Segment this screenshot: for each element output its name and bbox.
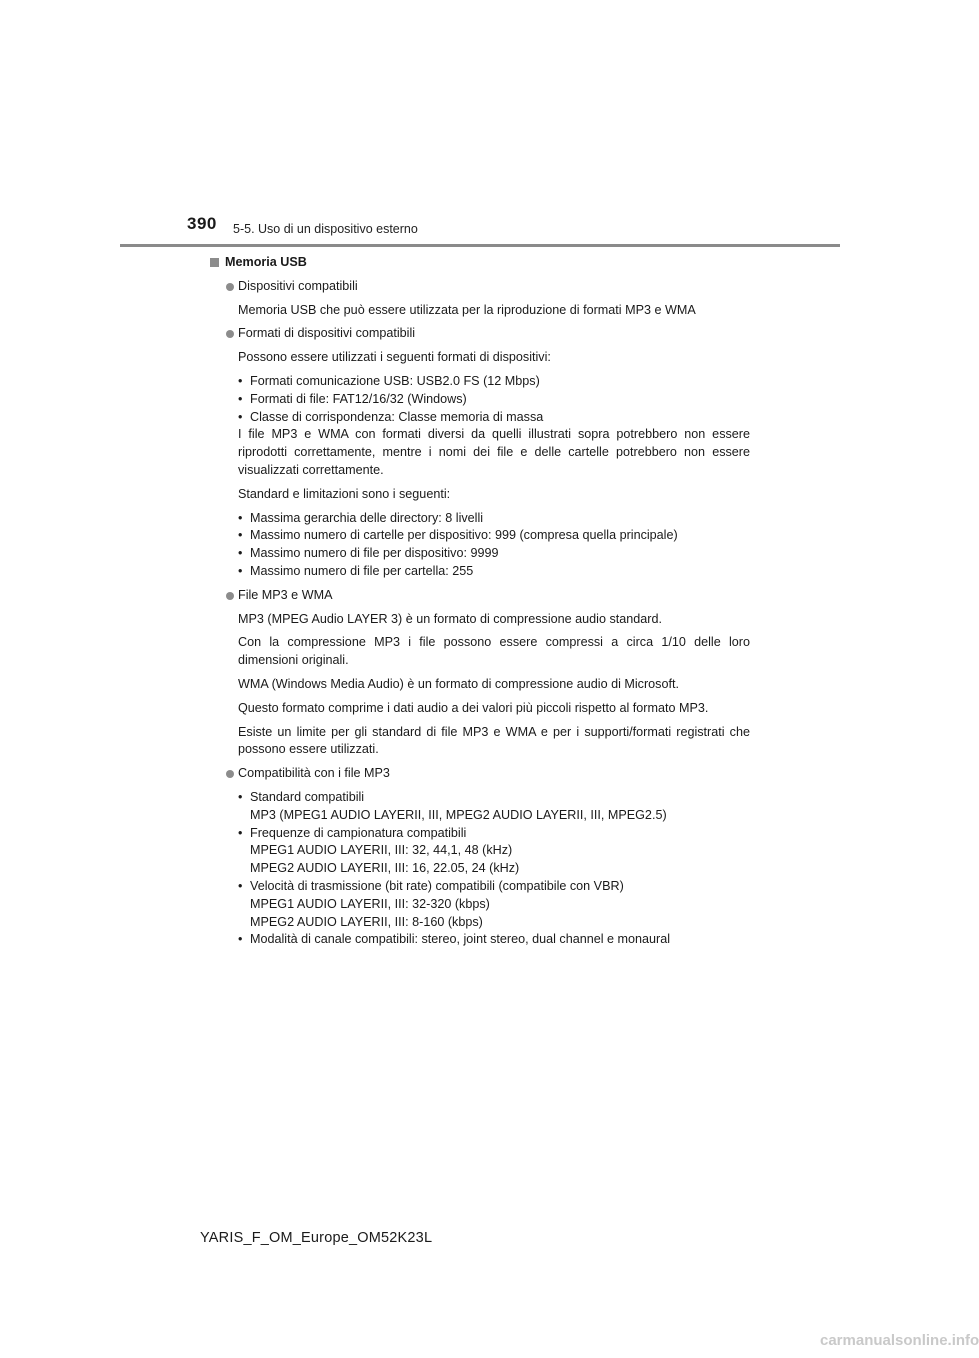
section-title: 5-5. Uso di un dispositivo esterno xyxy=(233,222,418,236)
list-item: • Velocità di trasmissione (bit rate) compatibili (compatibile con VBR) xyxy=(238,878,624,893)
section-heading xyxy=(210,254,750,272)
list-item: • Formati di file: FAT12/16/32 (Windows) xyxy=(238,391,467,406)
format-list xyxy=(210,373,750,480)
circle-bullet-icon xyxy=(226,770,234,778)
paragraph: WMA (Windows Media Audio) è un formato di compressione audio di Microsoft. xyxy=(238,676,679,691)
square-bullet-icon xyxy=(210,258,219,267)
list-subline: MPEG1 AUDIO LAYERII, III: 32, 44,1, 48 (kHz) xyxy=(250,843,513,858)
list-item: • Modalità di canale compatibili: stereo, joint stereo, dual channel e monaural xyxy=(238,932,671,947)
bullet-title: Dispositivi compatibili xyxy=(238,278,358,293)
list-item: • Massimo numero di file per dispositivo: 9999 xyxy=(238,546,499,561)
heading-text: Memoria USB xyxy=(225,255,307,269)
circle-bullet-icon xyxy=(226,592,234,600)
bullet-mp3-wma xyxy=(210,587,750,605)
list-item: • Standard compatibili xyxy=(238,789,365,804)
list-item: • Classe di corrispondenza: Classe memoria di massa xyxy=(238,409,544,424)
bullet-title: Compatibilità con i file MP3 xyxy=(238,766,390,781)
circle-bullet-icon xyxy=(226,330,234,338)
list-item: • Formati comunicazione USB: USB2.0 FS (12 Mbps) xyxy=(238,373,540,388)
paragraph: Con la compressione MP3 i file possono essere compressi a circa 1/10 delle loro dimensioni originali. xyxy=(238,635,750,668)
bullet-compatible-devices xyxy=(210,278,750,296)
list-item: • Massima gerarchia delle directory: 8 livelli xyxy=(238,510,484,525)
paragraph: Standard e limitazioni sono i seguenti: xyxy=(238,486,451,501)
list-note: I file MP3 e WMA con formati diversi da quelli illustrati sopra potrebbero non essere riprodotti correttamente, mentre i nomi dei file e delle cartelle potrebbero non essere visualizzati correttamente. xyxy=(238,427,750,477)
page-number: 390 xyxy=(187,214,217,233)
list-subline: MP3 (MPEG1 AUDIO LAYERII, III, MPEG2 AUDIO LAYERII, III, MPEG2.5) xyxy=(250,807,667,822)
list-subline: MPEG1 AUDIO LAYERII, III: 32-320 (kbps) xyxy=(250,896,490,911)
watermark: carmanualsonline.info xyxy=(820,1332,979,1349)
paragraph: Memoria USB che può essere utilizzata per la riproduzione di formati MP3 e WMA xyxy=(238,302,696,317)
document-code: YARIS_F_OM_Europe_OM52K23L xyxy=(200,1230,433,1246)
limits-list xyxy=(210,510,750,581)
list-item: • Massimo numero di cartelle per dispositivo: 999 (compresa quella principale) xyxy=(238,528,678,543)
paragraph: Questo formato comprime i dati audio a dei valori più piccoli rispetto al formato MP3. xyxy=(238,700,709,715)
circle-bullet-icon xyxy=(226,283,234,291)
list-subline: MPEG2 AUDIO LAYERII, III: 16, 22.05, 24 (kHz) xyxy=(250,861,520,876)
bullet-compatible-formats xyxy=(210,325,750,343)
page-content xyxy=(210,254,750,955)
paragraph: Possono essere utilizzati i seguenti formati di dispositivi: xyxy=(238,350,551,365)
header-divider xyxy=(120,244,840,247)
paragraph: Esiste un limite per gli standard di file MP3 e WMA e per i supporti/formati registrati che possono essere utilizzati. xyxy=(238,724,750,757)
list-item: • Frequenze di campionatura compatibili xyxy=(238,825,467,840)
bullet-mp3-compatibility xyxy=(210,765,750,783)
list-subline: MPEG2 AUDIO LAYERII, III: 8-160 (kbps) xyxy=(250,914,483,929)
paragraph: MP3 (MPEG Audio LAYER 3) è un formato di compressione audio standard. xyxy=(238,611,662,626)
compatibility-list xyxy=(210,789,750,949)
bullet-title: Formati di dispositivi compatibili xyxy=(238,326,416,341)
bullet-title: File MP3 e WMA xyxy=(238,587,333,602)
page-header xyxy=(0,0,960,250)
list-item: • Massimo numero di file per cartella: 255 xyxy=(238,563,474,578)
